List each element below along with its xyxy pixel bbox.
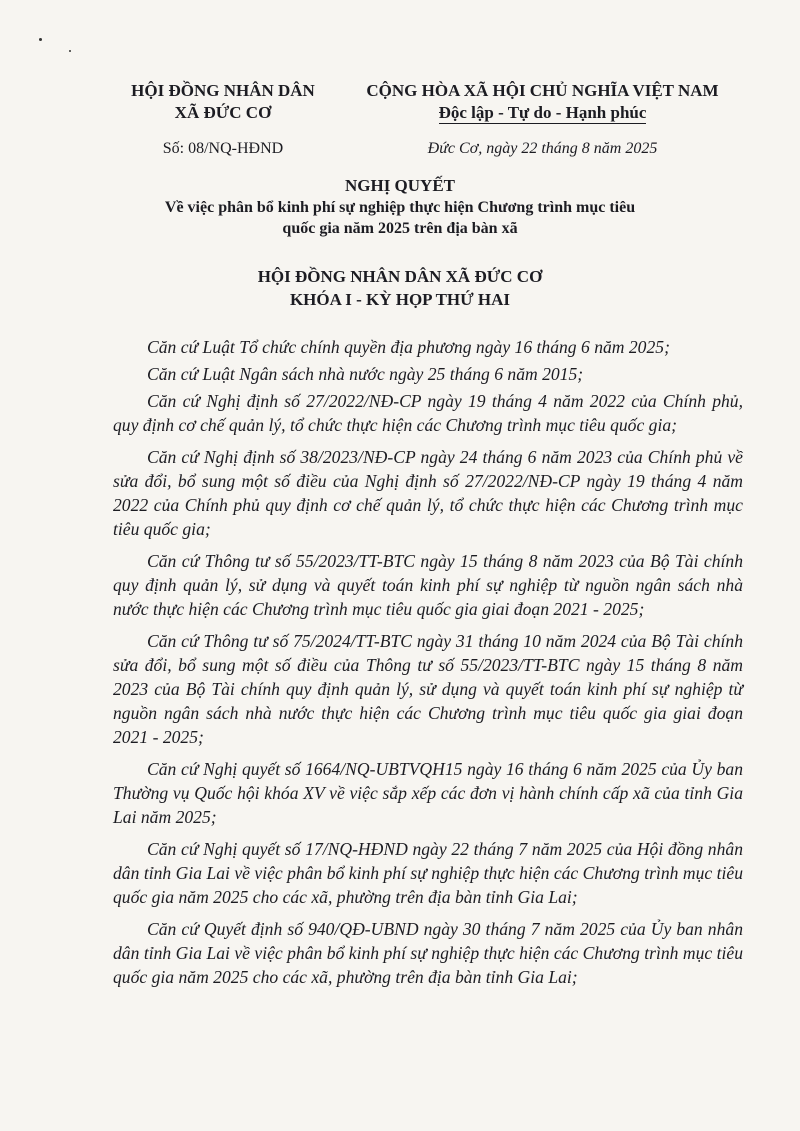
scan-speck [69,50,71,52]
legal-basis-item: Căn cứ Luật Ngân sách nhà nước ngày 25 tháng 6 năm 2015; [147,364,584,384]
national-header [355,80,730,160]
commune-name: XÃ ĐỨC CƠ [174,103,272,122]
legal-basis-item: Căn cứ Thông tư số 75/2024/TT-BTC ngày 31 tháng 10 năm 2024 của Bộ Tài chính sửa đổi, bổ sung một số điều của Thông tư số 55/2023/TT-BTC ngày 15 tháng 8 năm 2023 của Bộ Tài chính quy định quản lý, sử dụng và quyết toán kinh phí sự nghiệp từ nguồn ngân sách nhà nước thực hiện các Chương trình mục tiêu quốc gia giai đoạn 2021 - 2025; [113,631,743,747]
legal-basis-item: Căn cứ Luật Tổ chức chính quyền địa phương ngày 16 tháng 6 năm 2025; [147,337,670,357]
issuer-name: HỘI ĐỒNG NHÂN DÂN XÃ ĐỨC CƠ [257,267,543,286]
subject-line-1: Về việc phân bổ kinh phí sự nghiệp thực hiện Chương trình mục tiêu [164,199,636,216]
issuer-block [140,265,660,311]
document-type: NGHỊ QUYẾT [344,176,456,195]
session-name: KHÓA I - KỲ HỌP THỨ HAI [289,290,511,309]
legal-basis-item: Căn cứ Nghị quyết số 1664/NQ-UBTVQH15 ngày 16 tháng 6 năm 2025 của Ủy ban Thường vụ Quốc hội khóa XV về việc sắp xếp các đơn vị hành chính cấp xã của tỉnh Gia Lai năm 2025; [113,759,743,827]
issuing-body-header [105,80,341,160]
legal-basis-item: Căn cứ Nghị quyết số 17/NQ-HĐND ngày 22 tháng 7 năm 2025 của Hội đồng nhân dân tỉnh Gia Lai về việc phân bổ kinh phí sự nghiệp thực hiện các Chương trình mục tiêu quốc gia năm 2025 cho các xã, phường trên địa bàn tỉnh Gia Lai; [113,839,743,907]
scan-speck [39,38,42,41]
document-title [140,175,660,239]
document-number: Số: 08/NQ-HĐND [162,140,284,157]
legal-basis-item: Căn cứ Nghị định số 27/2022/NĐ-CP ngày 19 tháng 4 năm 2022 của Chính phủ, quy định cơ chế quản lý, tổ chức thực hiện các Chương trình mục tiêu quốc gia; [113,391,743,435]
legal-basis-item: Căn cứ Quyết định số 940/QĐ-UBND ngày 30 tháng 7 năm 2025 của Ủy ban nhân dân tỉnh Gia Lai về việc phân bổ kinh phí sự nghiệp thực hiện các Chương trình mục tiêu quốc gia năm 2025 cho các xã, phường trên địa bàn tỉnh Gia Lai; [113,919,743,987]
place-date: Đức Cơ, ngày 22 tháng 8 năm 2025 [427,140,658,157]
subject-line-2: quốc gia năm 2025 trên địa bàn xã [282,220,518,237]
legal-basis-item: Căn cứ Nghị định số 38/2023/NĐ-CP ngày 24 tháng 6 năm 2023 của Chính phủ về sửa đổi, bổ sung một số điều của Nghị định số 27/2022/NĐ-CP ngày 19 tháng 4 năm 2022 của Chính phủ quy định cơ chế quản lý, tổ chức thực hiện các Chương trình mục tiêu quốc gia; [113,447,743,539]
council-name: HỘI ĐỒNG NHÂN DÂN [131,81,315,100]
nation-name: CỘNG HÒA XÃ HỘI CHỦ NGHĨA VIỆT NAM [366,81,719,100]
legal-bases [113,335,743,997]
national-motto: Độc lập - Tự do - Hạnh phúc [438,103,647,122]
legal-basis-item: Căn cứ Thông tư số 55/2023/TT-BTC ngày 15 tháng 8 năm 2023 của Bộ Tài chính quy định quản lý, sử dụng và quyết toán kinh phí sự nghiệp từ nguồn ngân sách nhà nước thực hiện các Chương trình mục tiêu quốc gia giai đoạn 2021 - 2025; [113,551,743,619]
